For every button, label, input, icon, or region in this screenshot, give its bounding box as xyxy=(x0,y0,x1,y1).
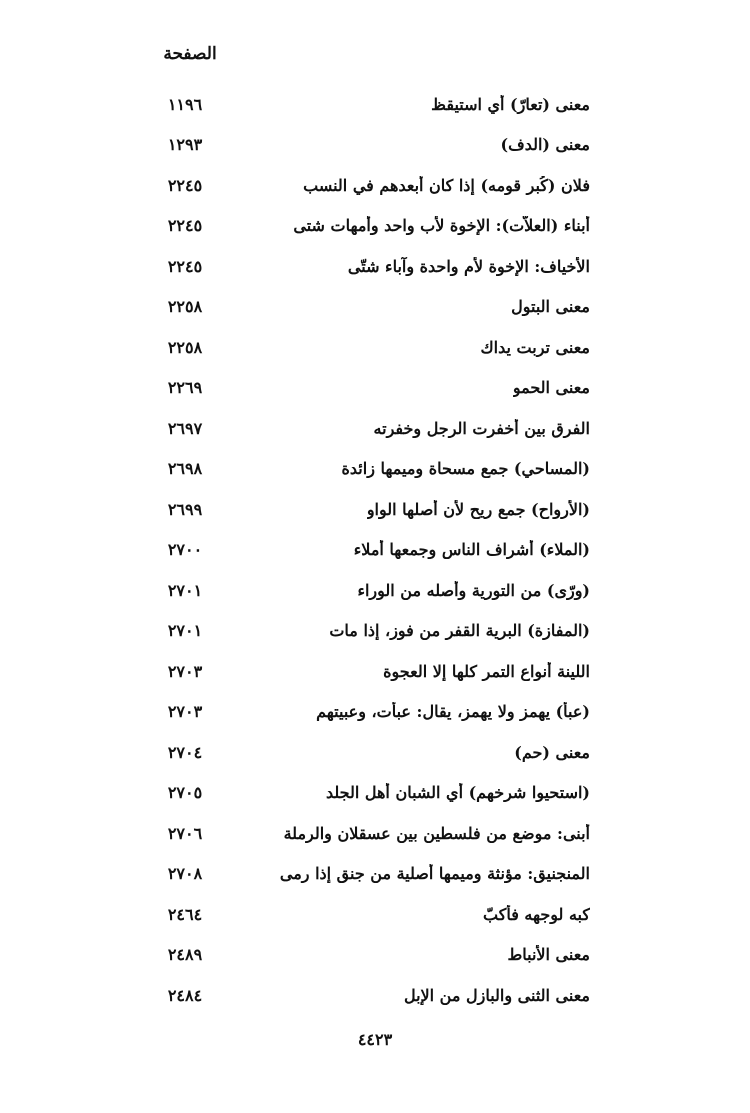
index-entry xyxy=(150,408,590,449)
index-entry-page: ٢٤٦٤ xyxy=(167,904,203,924)
index-entry-page: ٢٢٤٥ xyxy=(167,175,203,195)
index-entry-text: معنى الحمو xyxy=(512,378,590,398)
index-entry-text: (المساحي) جمع مسحاة وميمها زائدة xyxy=(341,459,590,479)
index-entry-text: معنى الأنباط xyxy=(507,945,590,965)
index-entry-page: ١٢٩٣ xyxy=(167,135,203,155)
index-entry-text: معنى الثنى والبازل من الإبل xyxy=(403,985,590,1005)
index-entry xyxy=(150,489,590,530)
index-entry xyxy=(150,692,590,733)
index-entry-page: ٢٢٤٥ xyxy=(167,216,203,236)
index-entry-text: كبه لوجهه فأكبّ xyxy=(483,904,590,924)
index-entry-page: ٢٧٠٦ xyxy=(167,823,203,843)
index-entry-page: ٢٧٠٤ xyxy=(167,742,203,762)
index-entry-page: ٢٧٠٣ xyxy=(167,661,203,681)
index-entry xyxy=(150,125,590,166)
index-entry xyxy=(150,813,590,854)
page-number: ٤٤٢٣ xyxy=(357,1030,393,1049)
index-entry xyxy=(150,165,590,206)
index-entry-page: ٢٦٩٨ xyxy=(167,459,203,479)
index-entry-text: (الملاء) أشراف الناس وجمعها أملاء xyxy=(353,540,590,560)
page-column-header: الصفحة xyxy=(163,44,217,64)
index-entry-text: (عبأ) يهمز ولا يهمز، يقال: عبأت، وعبيتهم xyxy=(316,702,590,722)
index-entry-page: ١١٩٦ xyxy=(167,94,203,114)
index-entry xyxy=(150,530,590,571)
index-entry xyxy=(150,773,590,814)
index-entry-text: معنى البتول xyxy=(511,297,590,317)
index-entry-text: الأخياف: الإخوة لأم واحدة وآباء شتّى xyxy=(347,256,590,276)
index-entry-text: معنى (الدف) xyxy=(500,135,590,155)
index-entry-text: معنى (تعارّ) أي استيقظ xyxy=(431,94,590,114)
index-entry-page: ٢٢٦٩ xyxy=(167,378,203,398)
index-entry-page: ٢٧٠١ xyxy=(167,621,203,641)
index-entry-text: (الأرواح) جمع ريح لأن أصلها الواو xyxy=(366,499,590,519)
index-entry-page: ٢٧٠٣ xyxy=(167,702,203,722)
index-entry-page: ٢٢٥٨ xyxy=(167,297,203,317)
index-entry-text: معنى (حم) xyxy=(514,742,590,762)
index-entry xyxy=(150,327,590,368)
index-entry xyxy=(150,894,590,935)
index-entry-text: اللينة أنواع التمر كلها إلا العجوة xyxy=(383,661,590,681)
index-entry xyxy=(150,611,590,652)
index-entry-page: ٢٦٩٧ xyxy=(167,418,203,438)
index-entry xyxy=(150,975,590,1016)
index-entry-text: معنى تربت يداك xyxy=(480,337,590,357)
index-entry xyxy=(150,449,590,490)
index-entry-page: ٢٤٨٩ xyxy=(167,945,203,965)
index-entry xyxy=(150,854,590,895)
index-entry-page: ٢٧٠٨ xyxy=(167,864,203,884)
index-entry-page: ٢٦٩٩ xyxy=(167,499,203,519)
index-entry-text: أبناء (العلاّت): الإخوة لأب واحد وأمهات شتى xyxy=(293,216,590,236)
index-entries-list xyxy=(150,84,590,1016)
index-entry-text: (المفازة) البرية القفر من فوز، إذا مات xyxy=(329,621,590,641)
index-entry-text: الفرق بين أخفرت الرجل وخفرته xyxy=(373,418,590,438)
index-entry xyxy=(150,287,590,328)
index-entry-page: ٢٧٠٠ xyxy=(167,540,203,560)
index-entry-page: ٢٧٠٥ xyxy=(167,783,203,803)
index-entry-page: ٢٧٠١ xyxy=(167,580,203,600)
index-entry xyxy=(150,246,590,287)
index-entry-page: ٢٢٥٨ xyxy=(167,337,203,357)
index-entry xyxy=(150,651,590,692)
index-entry-text: (استحيوا شرخهم) أي الشبان أهل الجلد xyxy=(325,783,590,803)
index-entry-text: (ورّى) من التورية وأصله من الوراء xyxy=(357,580,590,600)
index-entry-text: فلان (كُبر قومه) إذا كان أبعدهم في النسب xyxy=(303,175,590,195)
index-entry xyxy=(150,206,590,247)
index-entry xyxy=(150,570,590,611)
index-entry-text: المنجنيق: مؤنثة وميمها أصلية من جنق إذا رمى xyxy=(279,864,590,884)
index-entry-text: أُبنى: موضع من فلسطين بين عسقلان والرملة xyxy=(283,823,590,843)
index-entry-page: ٢٤٨٤ xyxy=(167,985,203,1005)
index-entry-page: ٢٢٤٥ xyxy=(167,256,203,276)
index-entry xyxy=(150,84,590,125)
index-entry xyxy=(150,935,590,976)
index-entry xyxy=(150,732,590,773)
index-entry xyxy=(150,368,590,409)
